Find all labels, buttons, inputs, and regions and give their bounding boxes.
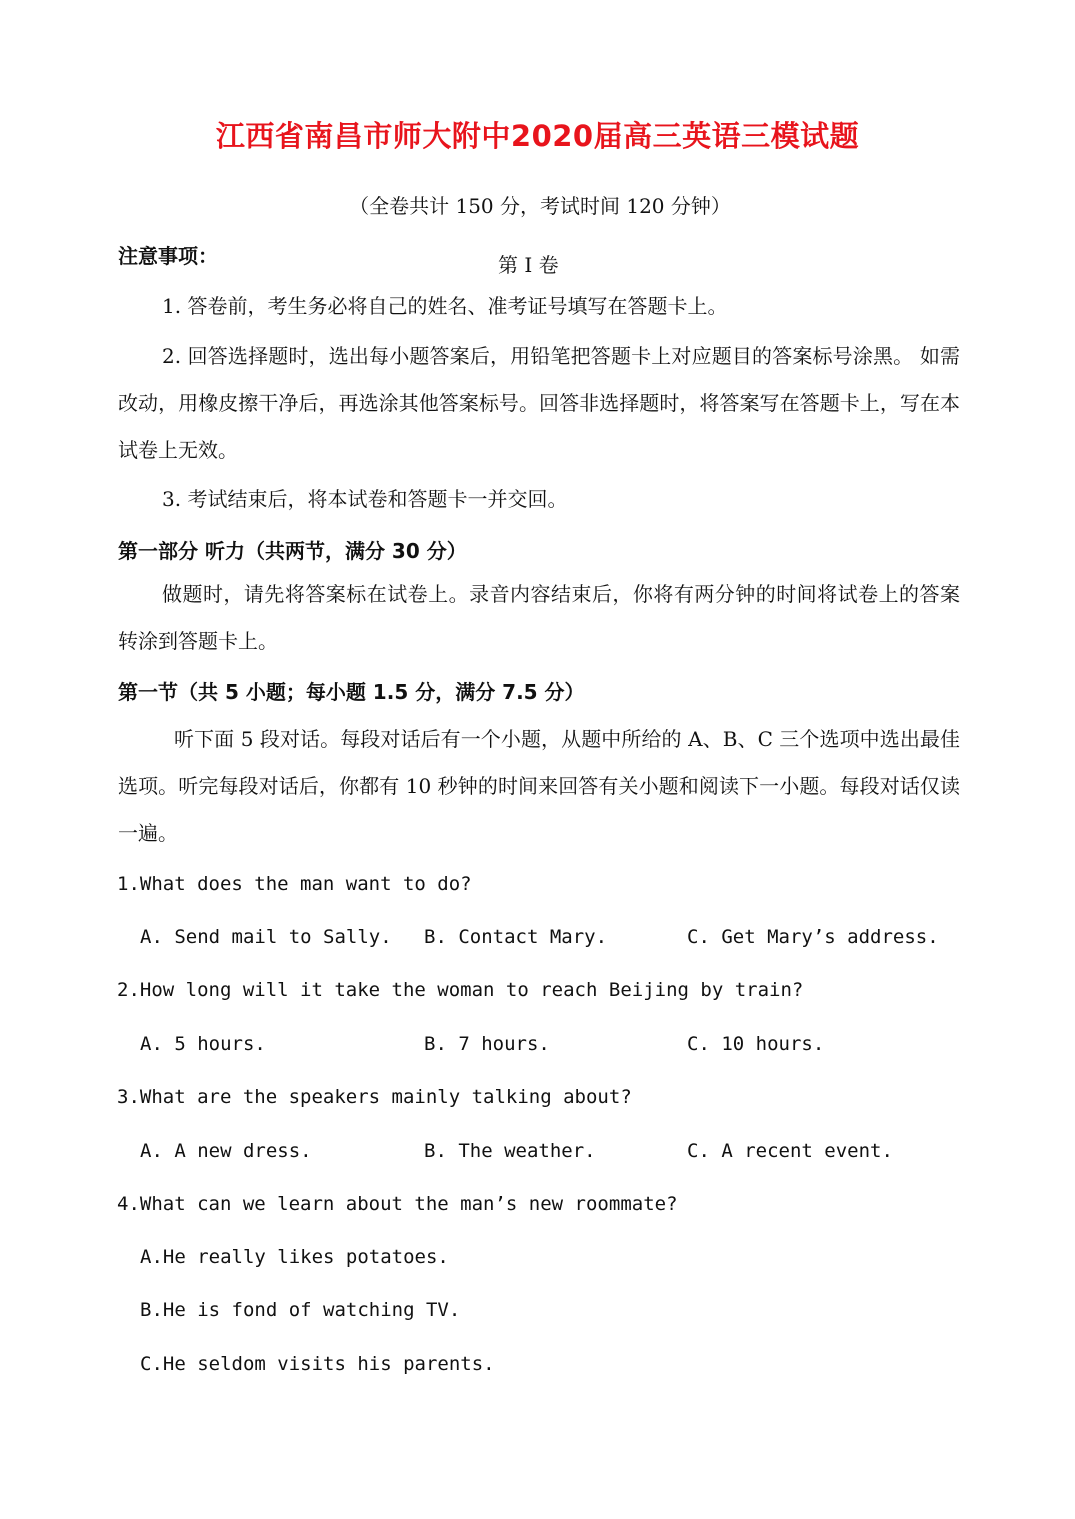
question-4-option-a: A.He really likes potatoes. <box>140 1246 449 1268</box>
question-3-option-a: A. A new dress. <box>140 1140 312 1162</box>
volume-label: 第 I 卷 <box>498 253 559 277</box>
part1-heading: 第一部分 听力（共两节，满分 30 分） <box>118 539 467 563</box>
question-4-option-b: B.He is fond of watching TV. <box>140 1299 461 1321</box>
notice-heading: 注意事项： <box>118 244 218 268</box>
question-3-option-c: C. A recent event. <box>687 1140 893 1162</box>
question-1-option-b: B. Contact Mary. <box>424 926 608 948</box>
question-2-option-a: A. 5 hours. <box>140 1033 266 1055</box>
section1-instruction: 听下面 5 段对话。每段对话后有一个小题，从题中所给的 A、B、C 三个选项中选出最佳选项。听完每段对话后，你都有 10 秒钟的时间来回答有关小题和阅读下一小题。每段对话仅读一遍。 <box>118 727 960 845</box>
question-1-stem: 1.What does the man want to do? <box>117 873 472 895</box>
note-3: 3. 考试结束后，将本试卷和答题卡一并交回。 <box>162 487 568 511</box>
question-3-option-b: B. The weather. <box>424 1140 596 1162</box>
exam-info: （全卷共计 150 分，考试时间 120 分钟） <box>349 194 731 218</box>
question-2-option-c: C. 10 hours. <box>687 1033 825 1055</box>
question-4-stem: 4.What can we learn about the man’s new roommate? <box>117 1193 678 1215</box>
section1-heading: 第一节（共 5 小题；每小题 1.5 分，满分 7.5 分） <box>118 680 585 704</box>
note-1: 1. 答卷前，考生务必将自己的姓名、准考证号填写在答题卡上。 <box>162 294 728 318</box>
question-1-option-a: A. Send mail to Sally. <box>140 926 392 948</box>
note-2: 2. 回答选择题时，选出每小题答案后，用铅笔把答题卡上对应题目的答案标号涂黑。 如需改动，用橡皮擦干净后，再选涂其他答案标号。回答非选择题时，将答案写在答题卡上，写在本试卷上无效。 <box>118 344 960 462</box>
question-4-option-c: C.He seldom visits his parents. <box>140 1353 495 1375</box>
question-3-stem: 3.What are the speakers mainly talking about? <box>117 1086 632 1108</box>
question-1-option-c: C. Get Mary’s address. <box>687 926 939 948</box>
question-2-stem: 2.How long will it take the woman to reach Beijing by train? <box>117 979 804 1001</box>
part1-instruction: 做题时，请先将答案标在试卷上。录音内容结束后，你将有两分钟的时间将试卷上的答案转涂到答题卡上。 <box>118 582 960 653</box>
question-2-option-b: B. 7 hours. <box>424 1033 550 1055</box>
page-title: 江西省南昌市师大附中2020届高三英语三模试题 <box>215 119 860 153</box>
